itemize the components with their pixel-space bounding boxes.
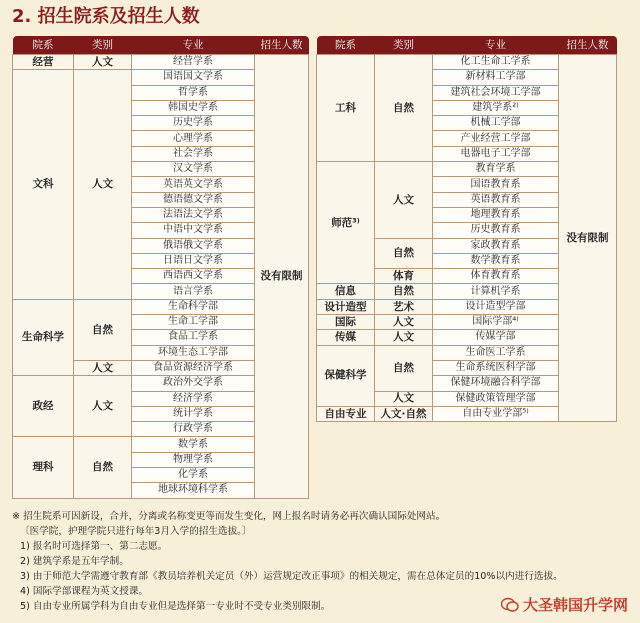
- watermark: [501, 594, 628, 615]
- college-cell: 保健科学: [317, 345, 375, 406]
- category-cell: 体育: [375, 269, 433, 284]
- major-cell: 建筑社会环境工学部: [433, 85, 559, 100]
- major-cell: 西语西文学系: [132, 269, 255, 284]
- major-cell: 生命工学部: [132, 315, 255, 330]
- college-cell: 信息: [317, 284, 375, 299]
- major-cell: 英语教育系: [433, 192, 559, 207]
- watermark-text: 大圣韩国升学网: [522, 596, 628, 614]
- major-cell: 统计学系: [132, 406, 255, 421]
- major-cell: 设计造型学部: [433, 299, 559, 314]
- major-cell: 数学系: [132, 437, 255, 452]
- header-quota: 招生人数: [559, 36, 617, 55]
- major-cell: 德语德文学系: [132, 192, 255, 207]
- major-cell: 生命系统医科学部: [433, 360, 559, 375]
- major-cell: 行政学系: [132, 422, 255, 437]
- category-cell: 人文: [74, 360, 132, 375]
- note-2: 2) 建筑学系是五年学制。: [20, 556, 129, 567]
- admission-table-left: [12, 36, 309, 499]
- header-major: 专业: [433, 36, 559, 55]
- category-cell: 艺术: [375, 299, 433, 314]
- note-4: 4) 国际学部课程为英文授课。: [20, 586, 149, 597]
- major-cell: 法语法文学系: [132, 207, 255, 222]
- major-cell: 经济学系: [132, 391, 255, 406]
- category-cell: 人文·自然: [375, 406, 433, 421]
- major-cell: 历史教育系: [433, 223, 559, 238]
- quota-cell: 没有限制: [559, 55, 617, 422]
- header-major: 专业: [132, 36, 255, 55]
- major-cell: 环境生态工学部: [132, 345, 255, 360]
- category-cell: 人文: [375, 162, 433, 238]
- major-cell: 教育学系: [433, 162, 559, 177]
- major-cell: 中语中文学系: [132, 223, 255, 238]
- header-category: 类别: [74, 36, 132, 55]
- major-cell: 数学教育系: [433, 253, 559, 268]
- category-cell: 人文: [375, 315, 433, 330]
- major-cell: 心理学系: [132, 131, 255, 146]
- major-cell: 生命科学部: [132, 299, 255, 314]
- category-cell: 自然: [375, 238, 433, 269]
- category-cell: 人文: [375, 330, 433, 345]
- college-cell: 设计造型: [317, 299, 375, 314]
- major-cell: 韩国史学系: [132, 100, 255, 115]
- major-cell: 体育教育系: [433, 269, 559, 284]
- category-cell: 人文: [375, 391, 433, 406]
- major-cell: 日语日文学系: [132, 253, 255, 268]
- major-cell: 机械工学部: [433, 116, 559, 131]
- major-cell: 食品工学系: [132, 330, 255, 345]
- major-cell: 建筑学系²⁾: [433, 100, 559, 115]
- college-cell: 文科: [13, 70, 74, 299]
- major-cell: 食品资源经济学系: [132, 360, 255, 375]
- major-cell: 政治外交学系: [132, 376, 255, 391]
- category-cell: 人文: [74, 70, 132, 299]
- note-general: ※ 招生院系可因新设，合并，分离或名称变更等而发生变化，网上报名时请务必再次确认国际处网站。: [12, 511, 446, 522]
- major-cell: 保健政策管理学部: [433, 391, 559, 406]
- major-cell: 俄语俄文学系: [132, 238, 255, 253]
- note-1: 1) 报名时可选择第一、第二志愿。: [20, 541, 168, 552]
- major-cell: 物理学系: [132, 452, 255, 467]
- major-cell: 化学系: [132, 468, 255, 483]
- major-cell: 新材料工学部: [433, 70, 559, 85]
- major-cell: 国际学部⁴⁾: [433, 315, 559, 330]
- header-college: 院系: [317, 36, 375, 55]
- category-cell: 自然: [375, 345, 433, 391]
- category-cell: 自然: [375, 55, 433, 162]
- major-cell: 自由专业学部⁵⁾: [433, 406, 559, 421]
- college-cell: 国际: [317, 315, 375, 330]
- wechat-logo-icon: [501, 597, 519, 613]
- major-cell: 历史学系: [132, 116, 255, 131]
- category-cell: 自然: [375, 284, 433, 299]
- category-cell: 自然: [74, 299, 132, 360]
- major-cell: 计算机学系: [433, 284, 559, 299]
- header-quota: 招生人数: [255, 36, 309, 55]
- college-cell: 师范³⁾: [317, 162, 375, 284]
- quota-cell: 没有限制: [255, 55, 309, 499]
- category-cell: 人文: [74, 55, 132, 70]
- college-cell: 工科: [317, 55, 375, 162]
- college-cell: 理科: [13, 437, 74, 498]
- note-medical: 〔医学院，护理学院只进行每年3月入学的招生选拔。〕: [20, 526, 252, 537]
- major-cell: 生命医工学系: [433, 345, 559, 360]
- college-cell: 政经: [13, 376, 74, 437]
- admission-table-right: [316, 36, 617, 422]
- note-3: 3) 由于师范大学需遵守教育部《教员培养机关定员（外）运营规定改正事项》的相关规定，需在总体定员的10%以内进行选拔。: [20, 571, 563, 582]
- major-cell: 社会学系: [132, 146, 255, 161]
- college-cell: 生命科学: [13, 299, 74, 375]
- category-cell: 自然: [74, 437, 132, 498]
- major-cell: 地理教育系: [433, 207, 559, 222]
- major-cell: 语言学系: [132, 284, 255, 299]
- major-cell: 保健环境融合科学部: [433, 376, 559, 391]
- table-row: [13, 55, 309, 70]
- section-title: 2. 招生院系及招生人数: [12, 6, 200, 27]
- table-row: [317, 55, 617, 70]
- major-cell: 国语教育系: [433, 177, 559, 192]
- major-cell: 哲学系: [132, 85, 255, 100]
- major-cell: 化工生命工学系: [433, 55, 559, 70]
- major-cell: 经营学系: [132, 55, 255, 70]
- major-cell: 产业经营工学部: [433, 131, 559, 146]
- major-cell: 汉文学系: [132, 162, 255, 177]
- header-category: 类别: [375, 36, 433, 55]
- college-cell: 经营: [13, 55, 74, 70]
- major-cell: 传媒学部: [433, 330, 559, 345]
- major-cell: 地球环境科学系: [132, 483, 255, 498]
- major-cell: 电器电子工学部: [433, 146, 559, 161]
- major-cell: 家政教育系: [433, 238, 559, 253]
- college-cell: 传媒: [317, 330, 375, 345]
- header-college: 院系: [13, 36, 74, 55]
- college-cell: 自由专业: [317, 406, 375, 421]
- major-cell: 英语英文学系: [132, 177, 255, 192]
- category-cell: 人文: [74, 376, 132, 437]
- note-5: 5) 自由专业所属学科为自由专业但是选择第一专业时不受专业类别限制。: [20, 601, 331, 612]
- major-cell: 国语国文学系: [132, 70, 255, 85]
